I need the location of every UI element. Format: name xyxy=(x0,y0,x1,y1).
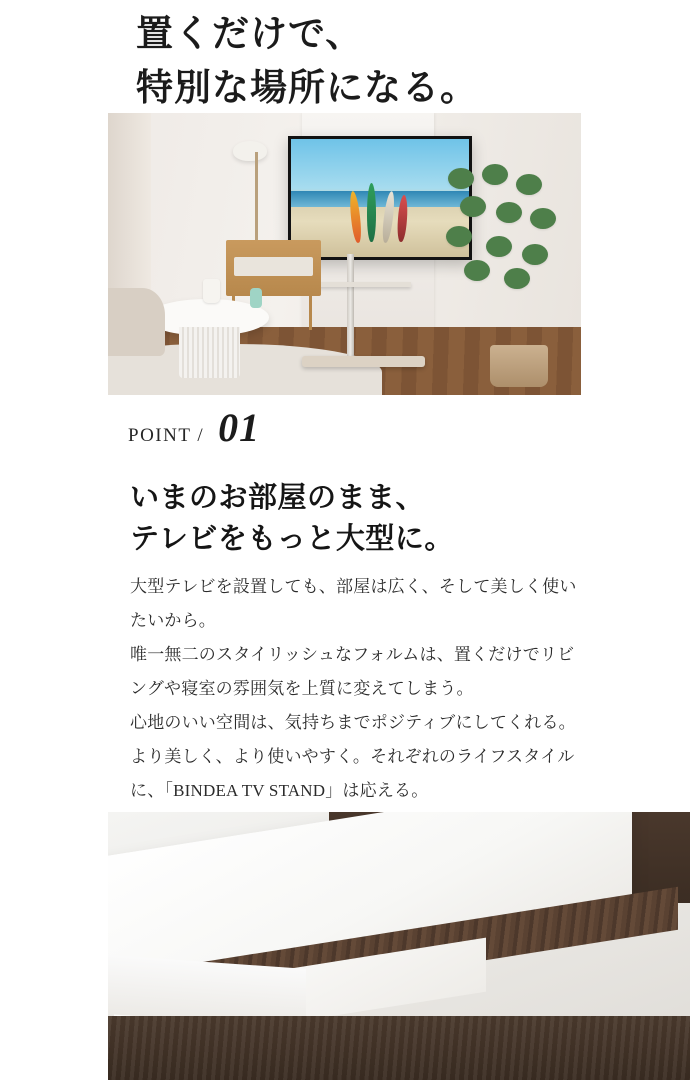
side-table xyxy=(226,240,321,296)
section-heading-line-1: いまのお部屋のまま、 xyxy=(130,482,426,514)
plant-leaf xyxy=(460,196,486,217)
plant-pot xyxy=(490,345,548,387)
plant-leaf xyxy=(504,268,530,289)
side-table-leg xyxy=(309,294,312,330)
plant-leaf xyxy=(446,226,472,247)
headline-line-1: 置くだけで、 xyxy=(136,14,364,55)
plant-leaf xyxy=(464,260,490,281)
table-detail-photo xyxy=(108,812,690,1080)
plant-leaf xyxy=(522,244,548,265)
headline-line-2: 特別な場所になる。 xyxy=(136,68,478,109)
tv-stand-pole xyxy=(347,254,354,356)
seated-person xyxy=(108,288,165,356)
detail-dark-floor xyxy=(108,1016,690,1080)
bottle xyxy=(250,288,262,308)
plant-leaf xyxy=(482,164,508,185)
body-paragraph: 大型テレビを設置しても、部屋は広く、そして美しく使いたいから。 xyxy=(130,577,577,630)
plant-leaf xyxy=(530,208,556,229)
body-paragraph: より美しく、より使いやすく。それぞれのライフスタイルに、「BINDEA TV STAND」は応える。 xyxy=(130,747,575,800)
body-paragraph: 唯一無二のスタイリッシュなフォルムは、置くだけでリビングや寝室の雰囲気を上質に変えてしまう。 xyxy=(130,645,575,698)
floor-lamp-shade xyxy=(233,141,267,161)
section-heading xyxy=(130,478,650,560)
room-scene-photo xyxy=(108,113,581,395)
tv-stand-shelf xyxy=(316,282,411,287)
plant-foliage xyxy=(442,164,572,339)
body-copy xyxy=(130,570,580,808)
tv-stand-base xyxy=(302,356,425,367)
plant-leaf xyxy=(516,174,542,195)
plant-leaf xyxy=(448,168,474,189)
point-number: 01 xyxy=(218,405,261,450)
plant-leaf xyxy=(486,236,512,257)
section-heading-line-2: テレビをもっと大型に。 xyxy=(130,523,454,555)
side-table-drawer xyxy=(234,257,313,276)
point-indicator xyxy=(128,404,260,451)
coffee-table-base xyxy=(179,327,240,378)
plant-leaf xyxy=(496,202,522,223)
cup xyxy=(203,279,220,303)
body-paragraph: 心地のいい空間は、気持ちまでポジティブにしてくれる。 xyxy=(130,713,576,732)
point-label: POINT / xyxy=(128,425,205,446)
page-title xyxy=(136,8,656,116)
